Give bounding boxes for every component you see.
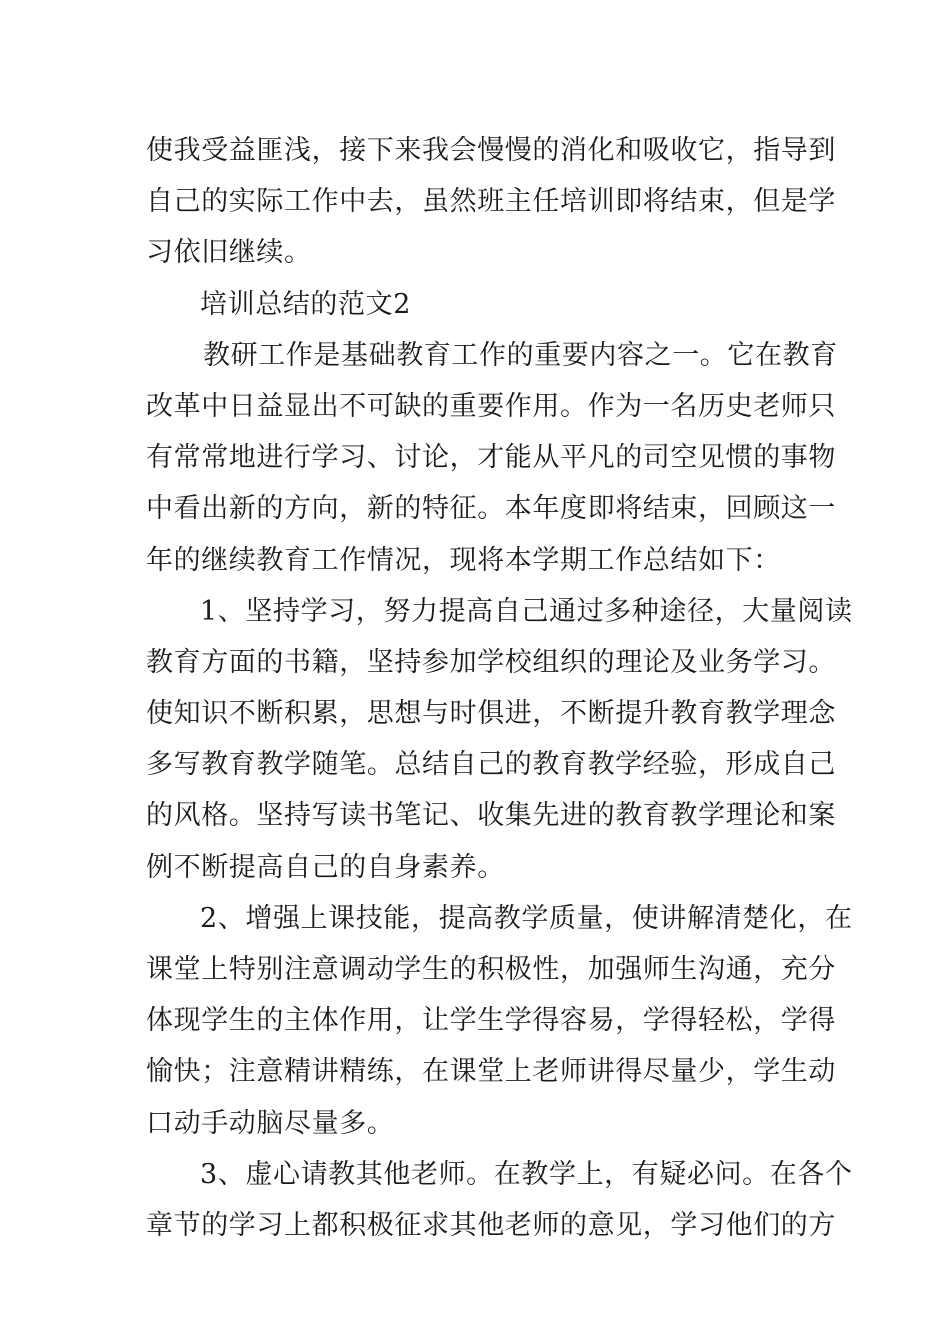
text-line: 教研工作是基础教育工作的重要内容之一。它在教育 bbox=[203, 339, 838, 371]
text-line: 课堂上特别注意调动学生的积极性，加强师生沟通，充分 bbox=[146, 954, 836, 985]
text-line: 中看出新的方向，新的特征。本年度即将结束，回顾这一 bbox=[146, 493, 836, 525]
text-line: 的风格。坚持写读书笔记、收集先进的教育教学理论和案 bbox=[146, 800, 836, 832]
text-line: 年的继续教育工作情况，现将本学期工作总结如下： bbox=[146, 544, 781, 576]
text-line: 例不断提高自己的自身素养。 bbox=[146, 851, 505, 883]
text-line: 体现学生的主体作用，让学生学得容易，学得轻松，学得 bbox=[146, 1005, 836, 1037]
list-item-3: 3、虚心请教其他老师。在教学上，有疑必问。在各个 bbox=[200, 1158, 853, 1190]
text-line: 愉快；注意精讲精练，在课堂上老师讲得尽量少，学生动 bbox=[146, 1056, 836, 1088]
text-line: 自己的实际工作中去，虽然班主任培训即将结束，但是学 bbox=[146, 186, 836, 218]
text-line: 习依旧继续。 bbox=[146, 237, 312, 269]
list-item-2: 2、增强上课技能，提高教学质量，使讲解清楚化，在 bbox=[200, 902, 853, 934]
text-line: 使我受益匪浅，接下来我会慢慢的消化和吸收它，指导到 bbox=[146, 135, 836, 166]
text-line: 有常常地进行学习、讨论，才能从平凡的司空见惯的事物 bbox=[146, 442, 836, 474]
text-line: 多写教育教学随笔。总结自己的教育教学经验，形成自己 bbox=[146, 749, 836, 781]
text-line: 口动手动脑尽量多。 bbox=[146, 1107, 395, 1139]
text-line: 教育方面的书籍，坚持参加学校组织的理论及业务学习。 bbox=[146, 646, 836, 678]
text-line: 使知识不断积累，思想与时俱进，不断提升教育教学理念 bbox=[146, 698, 836, 730]
text-line: 章节的学习上都积极征求其他老师的意见，学习他们的方 bbox=[146, 1209, 836, 1241]
list-item-1: 1、坚持学习，努力提高自己通过多种途径，大量阅读 bbox=[200, 595, 853, 627]
text-line: 改革中日益显出不可缺的重要作用。作为一名历史老师只 bbox=[146, 390, 836, 422]
section-heading: 培训总结的范文2 bbox=[200, 288, 411, 320]
document-body bbox=[146, 125, 853, 1251]
